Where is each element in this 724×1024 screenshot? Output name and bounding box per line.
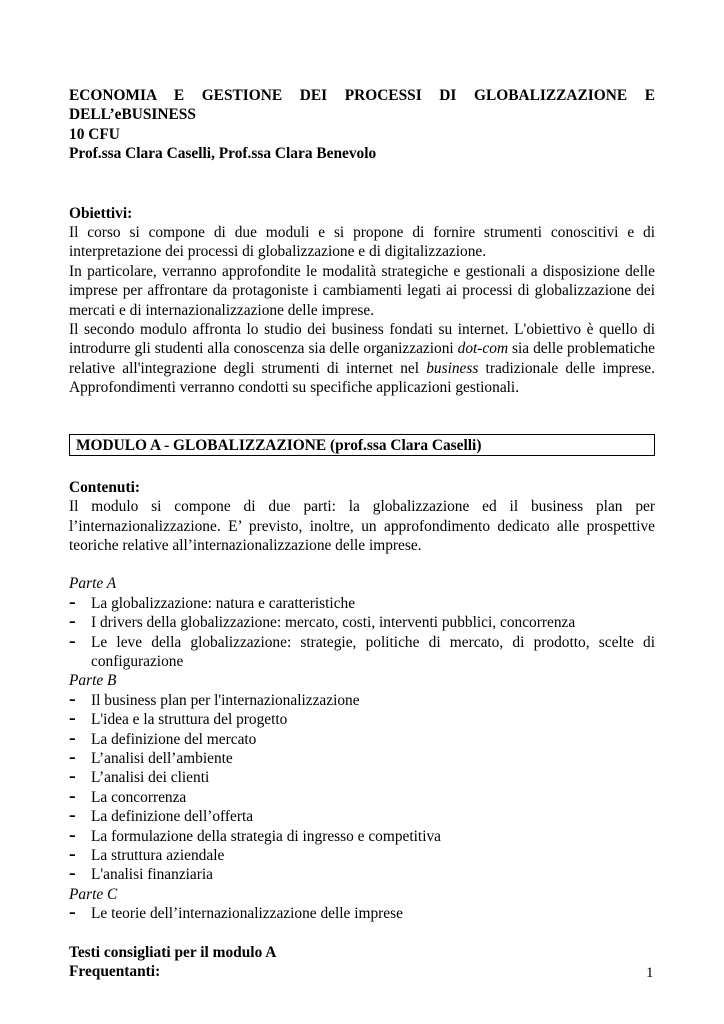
module-a-title-box: MODULO A - GLOBALIZZAZIONE (prof.ssa Clara Caselli) (69, 434, 655, 456)
list-item: - Le leve della globalizzazione: strategie, politiche di mercato, di prodotto, scelte di configurazione (69, 633, 655, 672)
document-page (69, 86, 655, 981)
list-item: - L'analisi finanziaria (69, 865, 655, 884)
contents-heading: Contenuti: (69, 478, 140, 496)
texts-heading: Testi consigliati per il modulo A (69, 943, 277, 961)
course-professors: Prof.ssa Clara Caselli, Prof.ssa Clara Benevolo (69, 145, 377, 163)
course-title-line-1: ECONOMIA E GESTIONE DEI PROCESSI DI GLOBALIZZAZIONE E (69, 87, 655, 104)
part-c-label: Parte C (69, 885, 118, 903)
course-credits: 10 CFU (69, 125, 120, 143)
objectives-paragraph-1: Il corso si compone di due moduli e si propone di fornire strumenti conoscitivi e di interpretazione dei processi di globalizzazione e di digitalizzazione. (69, 224, 655, 261)
part-b-label: Parte B (69, 672, 117, 690)
part-a-list (69, 594, 655, 672)
page-number: 1 (646, 965, 654, 981)
objectives-p3-emphasis-dotcom: dot-com (457, 340, 509, 358)
contents-paragraph: Il modulo si compone di due parti: la globalizzazione ed il business plan per l’internazionalizzazione. E’ previsto, inoltre, un approfondimento dedicato alle prospettive teoriche relative all’internazionalizzazione delle imprese. (69, 498, 655, 554)
list-item: - L'idea e la struttura del progetto (69, 710, 655, 729)
part-a-label: Parte A (69, 575, 117, 593)
module-a-contents-section (69, 478, 655, 556)
part-b-list (69, 691, 655, 885)
list-item: - La concorrenza (69, 788, 655, 807)
list-item: - L’analisi dell’ambiente (69, 749, 655, 768)
part-c-list (69, 904, 655, 923)
list-item: - La definizione dell’offerta (69, 807, 655, 826)
objectives-heading: Obiettivi: (69, 204, 133, 222)
course-title-line-2: DELL’eBUSINESS (69, 106, 196, 124)
list-item: - La definizione del mercato (69, 730, 655, 749)
list-item: - Il business plan per l'internazionalizzazione (69, 691, 655, 710)
list-item: - La globalizzazione: natura e caratteristiche (69, 594, 655, 613)
list-item: - I drivers della globalizzazione: mercato, costi, interventi pubblici, concorrenza (69, 613, 655, 632)
list-item: - Le teorie dell’internazionalizzazione delle imprese (69, 904, 655, 923)
objectives-paragraph-3 (69, 320, 655, 398)
course-header (69, 86, 655, 164)
objectives-p3-text-b: sia delle problematiche relative all'integrazione degli strumenti di internet nel (69, 340, 655, 377)
module-a-parts (69, 574, 655, 923)
objectives-section (69, 204, 655, 398)
module-a-texts-section (69, 943, 655, 982)
list-item: - La struttura aziendale (69, 846, 655, 865)
list-item: - L’analisi dei clienti (69, 768, 655, 787)
objectives-p3-text-a: Il secondo modulo affronta lo studio dei business fondati su internet. L'obiettivo è quello di introdurre gli studenti alla conoscenza sia delle organizzazioni (69, 321, 655, 358)
objectives-p3-emphasis-business: business (426, 359, 479, 377)
objectives-paragraph-2: In particolare, verranno approfondite le modalità strategiche e gestionali a disposizione delle imprese per affrontare da protagoniste i cambiamenti legati ai processi di globalizzazione dei mercati e di internazionalizzazione delle imprese. (69, 262, 655, 319)
attendees-heading: Frequentanti: (69, 963, 161, 981)
list-item: - La formulazione della strategia di ingresso e competitiva (69, 827, 655, 846)
objectives-p3-text-c: tradizionale delle imprese. Approfondimenti verranno condotti su specifiche applicazioni gestionali. (69, 359, 655, 397)
